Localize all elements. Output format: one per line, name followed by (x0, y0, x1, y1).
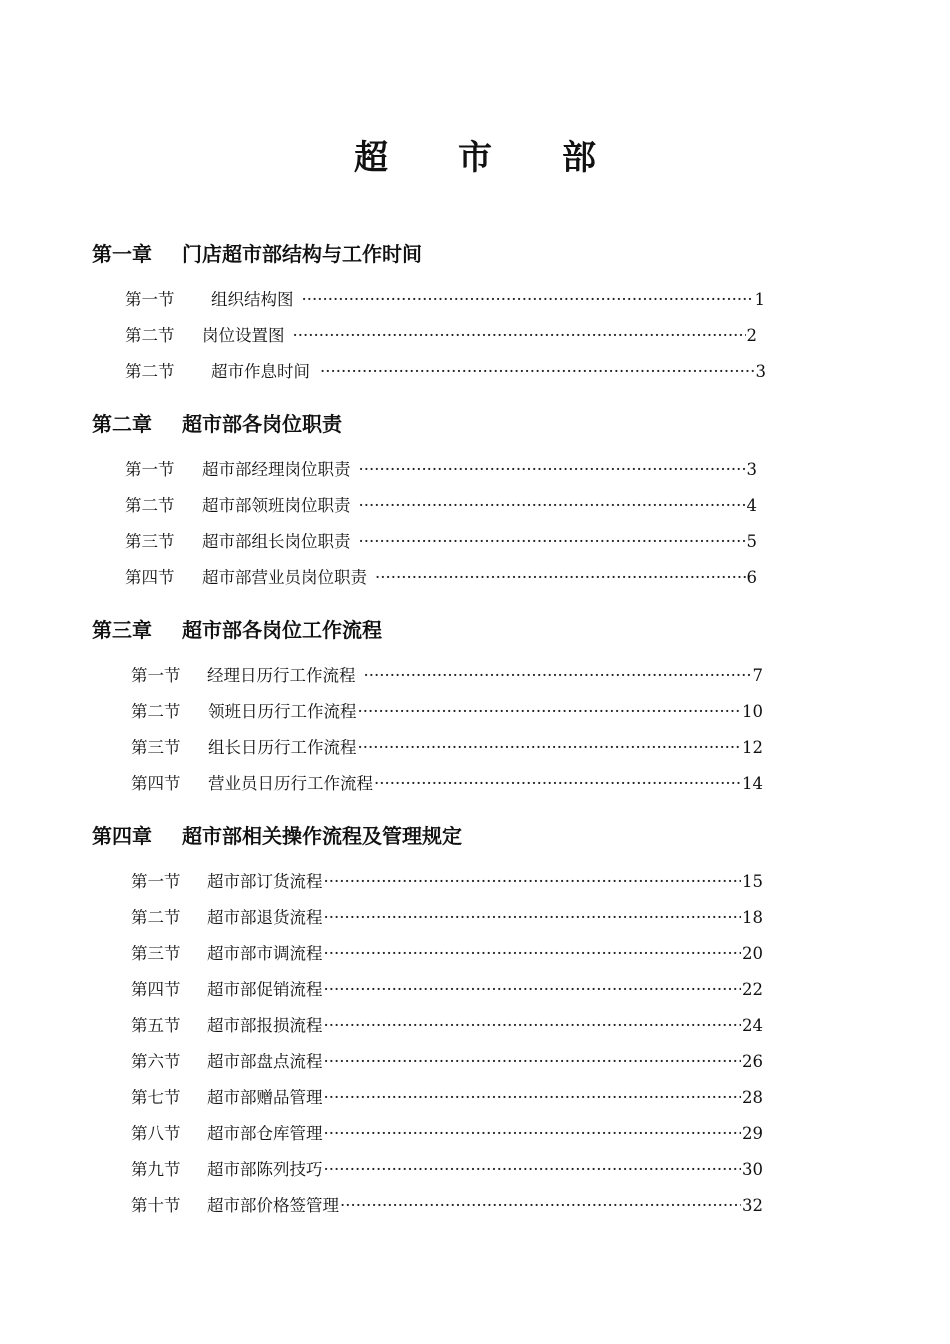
page-number: 3 (755, 362, 766, 381)
dot-leader (324, 942, 742, 966)
section-number: 第六节 (131, 1052, 181, 1071)
toc-entry[interactable] (131, 736, 763, 760)
dot-leader (324, 978, 742, 1002)
section-number: 第十节 (131, 1196, 181, 1215)
page-number: 2 (746, 326, 757, 345)
chapter-title: 门店超市部结构与工作时间 (182, 242, 422, 266)
toc-entry[interactable] (131, 870, 763, 894)
dot-leader (302, 288, 754, 312)
chapter-title: 超市部各岗位工作流程 (182, 618, 382, 642)
section-number: 第三节 (131, 738, 181, 757)
section-title: 超市部价格签管理 (207, 1196, 339, 1215)
toc-entry[interactable] (131, 700, 763, 724)
dot-leader (340, 1194, 741, 1218)
section-title: 超市部促销流程 (207, 980, 323, 999)
section-title: 组织结构图 (211, 290, 294, 309)
title-char: 部 (562, 138, 596, 178)
toc-entry[interactable] (125, 566, 757, 590)
section-title: 超市部赠品管理 (207, 1088, 323, 1107)
toc-entry[interactable] (131, 942, 763, 966)
section-number: 第二节 (125, 496, 175, 515)
dot-leader (293, 324, 746, 348)
page-number: 18 (742, 908, 763, 927)
chapter-number: 第三章 (92, 618, 152, 642)
toc-entry[interactable] (125, 530, 757, 554)
section-title: 超市部领班岗位职责 (202, 496, 351, 515)
section-title: 组长日历行工作流程 (208, 738, 357, 757)
dot-leader (358, 700, 742, 724)
toc-entry[interactable] (131, 1050, 763, 1074)
section-title: 经理日历行工作流程 (207, 666, 356, 685)
dot-leader (359, 530, 746, 554)
chapter-title: 超市部相关操作流程及管理规定 (182, 824, 462, 848)
page-number: 10 (742, 702, 763, 721)
document-title (0, 130, 950, 179)
section-number: 第一节 (125, 460, 175, 479)
page-number: 4 (746, 496, 757, 515)
dot-leader (324, 1122, 742, 1146)
dot-leader (320, 360, 755, 384)
section-title: 岗位设置图 (202, 326, 285, 345)
page-number: 7 (752, 666, 763, 685)
chapter-number: 第四章 (92, 824, 152, 848)
dot-leader (375, 566, 746, 590)
toc-entry[interactable] (125, 458, 757, 482)
section-title: 超市部订货流程 (207, 872, 323, 891)
section-number: 第一节 (131, 872, 181, 891)
section-number: 第一节 (131, 666, 181, 685)
section-title: 超市部盘点流程 (207, 1052, 323, 1071)
section-title: 超市部陈列技巧 (207, 1160, 323, 1179)
toc-entry[interactable] (131, 978, 763, 1002)
dot-leader (358, 736, 742, 760)
page-number: 5 (746, 532, 757, 551)
page-number: 24 (742, 1016, 763, 1035)
section-title: 超市部经理岗位职责 (202, 460, 351, 479)
page-number: 3 (746, 460, 757, 479)
section-number: 第四节 (125, 568, 175, 587)
section-title: 超市部退货流程 (207, 908, 323, 927)
toc-entry[interactable] (131, 906, 763, 930)
dot-leader (359, 494, 746, 518)
dot-leader (364, 664, 752, 688)
dot-leader (324, 870, 742, 894)
toc-entry[interactable] (125, 494, 757, 518)
section-number: 第八节 (131, 1124, 181, 1143)
page-number: 28 (742, 1088, 763, 1107)
toc-entry[interactable] (131, 1122, 763, 1146)
toc-entry[interactable] (131, 772, 763, 796)
page-number: 14 (742, 774, 763, 793)
section-number: 第二节 (131, 908, 181, 927)
chapter-number: 第二章 (92, 412, 152, 436)
dot-leader (324, 1014, 742, 1038)
dot-leader (324, 906, 742, 930)
section-number: 第二节 (125, 326, 175, 345)
section-number: 第四节 (131, 774, 181, 793)
toc-entry[interactable] (125, 288, 765, 312)
section-title: 超市部仓库管理 (207, 1124, 323, 1143)
section-number: 第三节 (125, 532, 175, 551)
title-char: 超 (354, 138, 388, 178)
page-number: 1 (754, 290, 765, 309)
section-title: 超市部组长岗位职责 (202, 532, 351, 551)
section-title: 超市部市调流程 (207, 944, 323, 963)
chapter-number: 第一章 (92, 242, 152, 266)
page-number: 26 (742, 1052, 763, 1071)
section-number: 第五节 (131, 1016, 181, 1035)
toc-entry[interactable] (125, 324, 757, 348)
dot-leader (359, 458, 746, 482)
section-number: 第七节 (131, 1088, 181, 1107)
section-number: 第四节 (131, 980, 181, 999)
section-number: 第二节 (125, 362, 175, 381)
section-number: 第九节 (131, 1160, 181, 1179)
dot-leader (324, 1158, 742, 1182)
page-number: 22 (742, 980, 763, 999)
page-number: 15 (742, 872, 763, 891)
section-number: 第二节 (131, 702, 181, 721)
section-title: 超市部营业员岗位职责 (202, 568, 367, 587)
title-char: 市 (458, 138, 492, 178)
dot-leader (324, 1050, 742, 1074)
section-title: 营业员日历行工作流程 (208, 774, 373, 793)
toc-entry[interactable] (125, 360, 766, 384)
chapter-heading (92, 614, 382, 643)
page-number: 32 (742, 1196, 763, 1215)
page-number: 12 (742, 738, 763, 757)
section-title: 超市作息时间 (211, 362, 310, 381)
toc-entry[interactable] (131, 664, 763, 688)
dot-leader (324, 1086, 742, 1110)
toc-entry[interactable] (131, 1086, 763, 1110)
toc-entry[interactable] (131, 1014, 763, 1038)
page-number: 6 (746, 568, 757, 587)
page-number: 20 (742, 944, 763, 963)
toc-entry[interactable] (131, 1194, 763, 1218)
section-title: 领班日历行工作流程 (208, 702, 357, 721)
section-number: 第一节 (125, 290, 175, 309)
page-number: 30 (742, 1160, 763, 1179)
section-number: 第三节 (131, 944, 181, 963)
chapter-heading (92, 820, 462, 849)
page-number: 29 (742, 1124, 763, 1143)
chapter-heading (92, 408, 342, 437)
section-title: 超市部报损流程 (207, 1016, 323, 1035)
toc-entry[interactable] (131, 1158, 763, 1182)
chapter-title: 超市部各岗位职责 (182, 412, 342, 436)
chapter-heading (92, 238, 422, 267)
dot-leader (374, 772, 741, 796)
